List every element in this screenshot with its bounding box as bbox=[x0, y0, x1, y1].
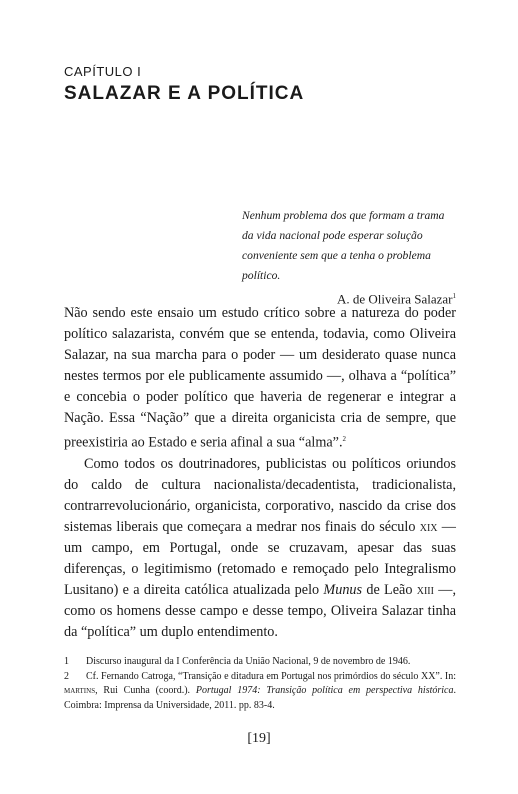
body-text bbox=[64, 303, 456, 643]
paragraph-2 bbox=[64, 454, 456, 643]
chapter-label: CAPÍTULO I bbox=[64, 64, 142, 79]
footnote-2-author: martins bbox=[64, 685, 96, 696]
paragraph-2-part-a: Como todos os doutrinadores, publicistas ou políticos oriundos do caldo de cultura nacionalista/decadentista, tradicionalista, contrarrevolucionário, organicista, corporativo, nascido da crise dos sistemas liberais que começara a medrar nos finais do século bbox=[64, 455, 456, 535]
footnote-1-number: 1 bbox=[64, 656, 69, 667]
footnote-1 bbox=[64, 655, 456, 670]
epigraph bbox=[242, 206, 456, 309]
epigraph-quote: Nenhum problema dos que formam a trama da vida nacional pode esperar solução conveniente sem que a tenha o problema político. bbox=[242, 209, 445, 282]
paragraph-2-part-c: de Leão bbox=[362, 581, 417, 598]
footnote-ref-2: 2 bbox=[342, 435, 346, 443]
footnote-2-part-b: , Rui Cunha (coord.). bbox=[95, 685, 196, 696]
chapter-title: SALAZAR E A POLÍTICA bbox=[64, 83, 305, 104]
footnote-2-part-c: . Coimbra: Imprensa da Universidade, 2011. pp. 83-4. bbox=[64, 685, 456, 711]
footnote-2-book-title: Portugal 1974: Transição política em perspectiva histórica bbox=[195, 685, 454, 696]
page-number: [19] bbox=[247, 731, 271, 746]
paragraph-2-part-b: — um campo, em Portugal, onde se cruzavam, apesar das suas diferenças, o legitimismo (retomado e remoçado pelo Integralismo Lusitano) e a direita católica atualizada pelo bbox=[64, 518, 456, 598]
paragraph-1-text: Não sendo este ensaio um estudo crítico sobre a natureza do poder político salazarista, convém que se entenda, todavia, como Oliveira Salazar, na sua marcha para o poder — um desiderato quase nunca nestes termos por ele publicamente assumido —, olhava a “política” e concebia o poder político que haveria de regenerar e integrar a Nação. Essa “Nação” que a direita organicista cria de sempre, que preexistiria ao Estado e seria afinal a sua “alma”. bbox=[64, 305, 456, 451]
pope-numeral: xiii bbox=[416, 581, 434, 598]
paragraph-1 bbox=[64, 303, 456, 454]
epigraph-author: A. de Oliveira Salazar bbox=[336, 291, 453, 307]
paragraph-2-part-d: —, como os homens desse campo e desse tempo, Oliveira Salazar tinha da “política” um duplo entendimento. bbox=[64, 581, 456, 640]
munus-title: Munus bbox=[323, 581, 363, 598]
footnote-ref-1: 1 bbox=[452, 292, 456, 300]
century-numeral: xix bbox=[419, 518, 438, 535]
footnotes bbox=[64, 655, 456, 713]
footnote-1-text: Discurso inaugural da I Conferência da União Nacional, 9 de novembro de 1946. bbox=[86, 656, 411, 667]
footnote-2-number: 2 bbox=[64, 670, 69, 682]
footnote-2 bbox=[64, 670, 456, 714]
footnote-2-part-a: Cf. Fernando Catroga, “Transição e ditadura em Portugal nos primórdios do século XX”. In: bbox=[86, 670, 456, 682]
